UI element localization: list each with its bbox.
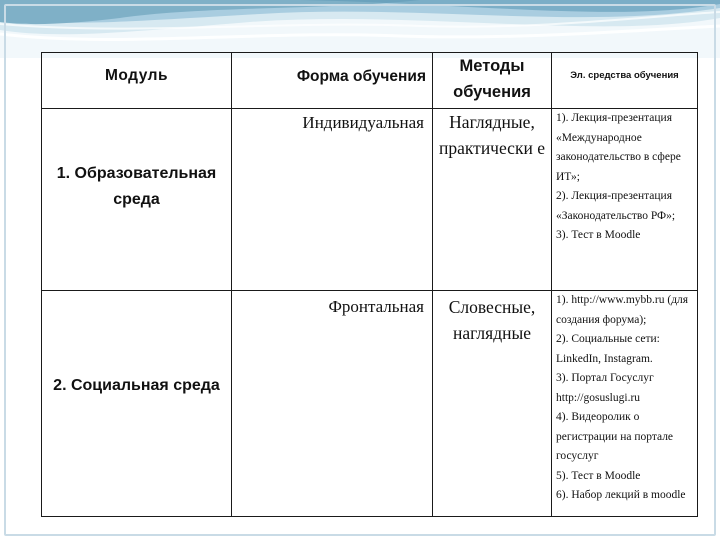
header-form: Форма обучения <box>232 53 433 109</box>
tools-cell <box>552 109 698 291</box>
tool-item: 1). http://www.mybb.ru (для создания форума); <box>556 294 689 326</box>
tool-item: 5). Тест в Moodle <box>556 469 641 482</box>
module-cell: 1. Образовательная среда <box>42 109 232 291</box>
table-row <box>42 291 698 517</box>
table-header-row <box>42 53 698 109</box>
tools-cell <box>552 291 698 517</box>
tool-item: 2). Социальные сети: LinkedIn, Instagram. <box>556 333 660 365</box>
header-methods: Методы обучения <box>433 53 552 109</box>
curriculum-table <box>41 52 698 517</box>
methods-cell: Наглядные, практически е <box>433 109 552 291</box>
tool-item: 3). Тест в Moodle <box>556 229 641 241</box>
form-cell: Фронтальная <box>232 291 433 517</box>
table-row <box>42 109 698 291</box>
methods-cell: Словесные, наглядные <box>433 291 552 517</box>
tool-item: 2). Лекция-презентация «Законодательство РФ»; <box>556 190 676 222</box>
tool-item: 6). Набор лекций в moodle <box>556 489 686 501</box>
form-cell: Индивидуальная <box>232 109 433 291</box>
header-module: Модуль <box>42 53 232 109</box>
module-cell: 2. Социальная среда <box>42 291 232 517</box>
tool-item: 3). Портал Госуслуг http://gosuslugi.ru <box>556 372 654 404</box>
tool-item: 4). Видеоролик о регистрации на портале госуслуг <box>556 411 674 462</box>
tool-item: 1). Лекция-презентация «Международное законодательство в сфере ИТ»; <box>556 112 681 183</box>
header-tools: Эл. средства обучения <box>552 53 698 109</box>
